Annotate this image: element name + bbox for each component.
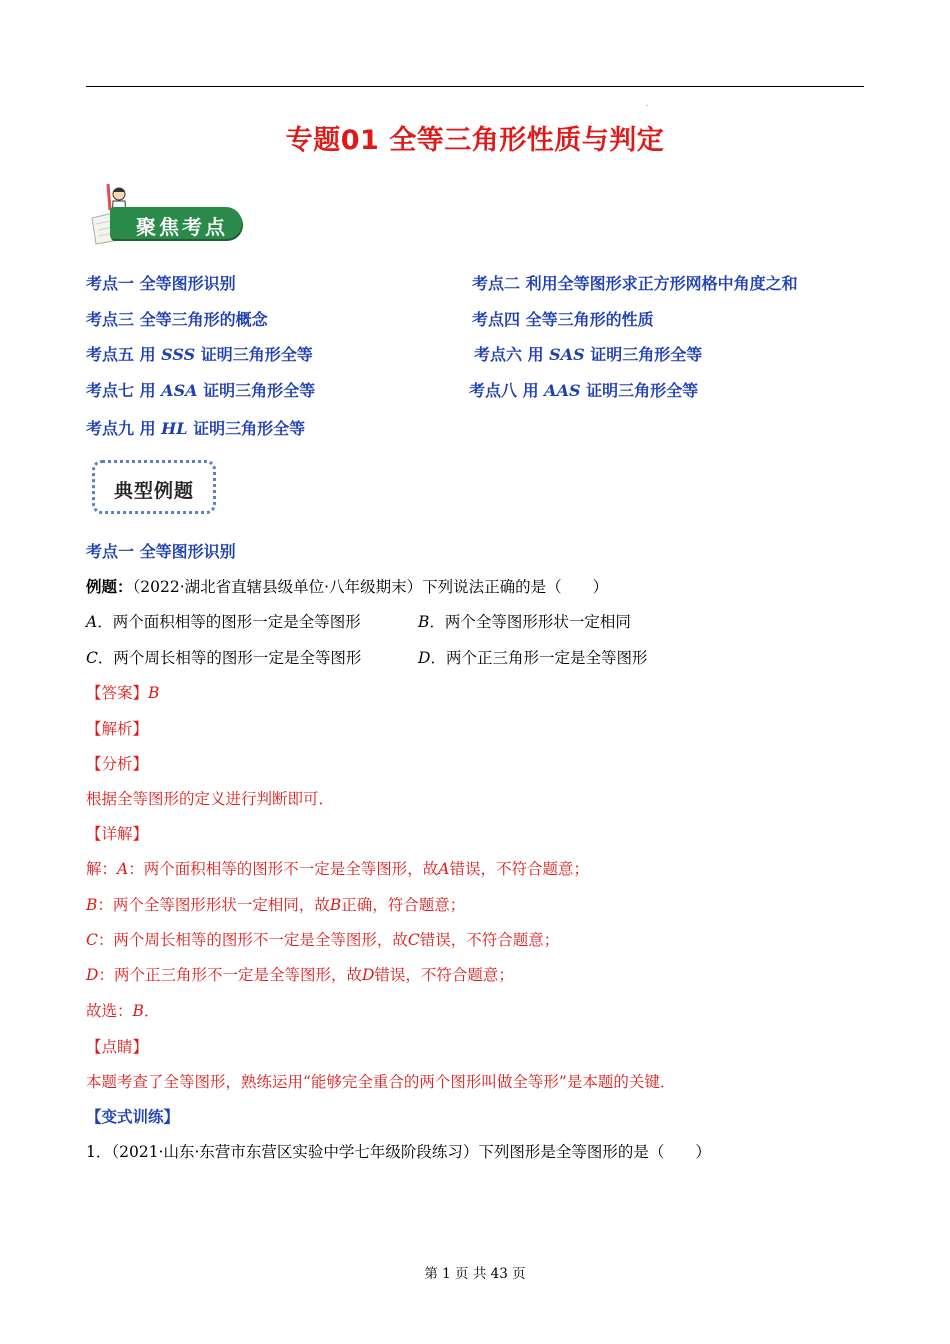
example-text: （2022·湖北省直辖县级单位·八年级期末）下列说法正确的是（ ）	[132, 578, 609, 596]
topic-3[interactable]: 考点三 全等三角形的概念	[86, 310, 268, 329]
answer-line: 【答案】B	[86, 684, 160, 702]
fenxi-label: 【分析】	[86, 755, 149, 773]
section-badge-label: 典型例题	[113, 480, 194, 502]
topic-6[interactable]: 考点六 用 SAS 证明三角形全等	[474, 345, 703, 364]
page-footer: 第 1 页 共 43 页	[424, 1266, 526, 1282]
solution-line-b: B：两个全等图形形状一定相同，故B正确，符合题意；	[86, 896, 466, 914]
topic-4[interactable]: 考点四 全等三角形的性质	[472, 310, 654, 329]
example-label: 例题：	[86, 577, 133, 596]
solution-line-a: 解：A：两个面积相等的图形不一定是全等图形，故A错误，不符合题意；	[86, 860, 589, 878]
topic-1[interactable]: 考点一 全等图形识别	[86, 274, 236, 293]
jiexi-label: 【解析】	[86, 720, 149, 738]
header-rule	[86, 86, 864, 87]
section-topic: 考点一 全等图形识别	[86, 542, 236, 561]
option-d: D．两个正三角形一定是全等图形	[418, 649, 648, 667]
fenxi-text: 根据全等图形的定义进行判断即可．	[86, 790, 335, 808]
page-title: 专题01 全等三角形性质与判定	[285, 125, 665, 156]
topic-8[interactable]: 考点八 用 AAS 证明三角形全等	[469, 381, 699, 400]
xiangjie-label: 【详解】	[86, 825, 149, 843]
topic-7[interactable]: 考点七 用 ASA 证明三角形全等	[86, 381, 316, 400]
exercise-1: 1．（2021·山东·东营市东营区实验中学七年级阶段练习）下列图形是全等图形的是（ ）	[86, 1143, 711, 1161]
option-a: A．两个面积相等的图形一定是全等图形	[86, 613, 361, 631]
topic-5[interactable]: 考点五 用 SSS 证明三角形全等	[86, 345, 313, 364]
dianjing-text: 本题考查了全等图形，熟练运用“能够完全重合的两个图形叫做全等形”是本题的关键．	[86, 1073, 676, 1091]
header-dot: .	[646, 99, 649, 108]
topic-9[interactable]: 考点九 用 HL 证明三角形全等	[86, 419, 306, 438]
dianjing-label: 【点睛】	[86, 1038, 149, 1056]
badge-label: 聚焦考点	[136, 215, 228, 239]
solution-line-c: C：两个周长相等的图形不一定是全等图形，故C错误，不符合题意；	[86, 931, 560, 949]
option-b: B．两个全等图形形状一定相同	[418, 613, 631, 631]
bianshi-label: 【变式训练】	[86, 1108, 180, 1126]
focus-badge	[86, 180, 246, 252]
example-question	[86, 575, 608, 597]
solution-line-d: D：两个正三角形不一定是全等图形，故D错误，不符合题意；	[86, 966, 514, 984]
topic-2[interactable]: 考点二 利用全等图形求正方形网格中角度之和	[472, 274, 798, 293]
option-c: C．两个周长相等的图形一定是全等图形	[86, 649, 362, 667]
choose-line: 故选：B．	[86, 1002, 160, 1020]
